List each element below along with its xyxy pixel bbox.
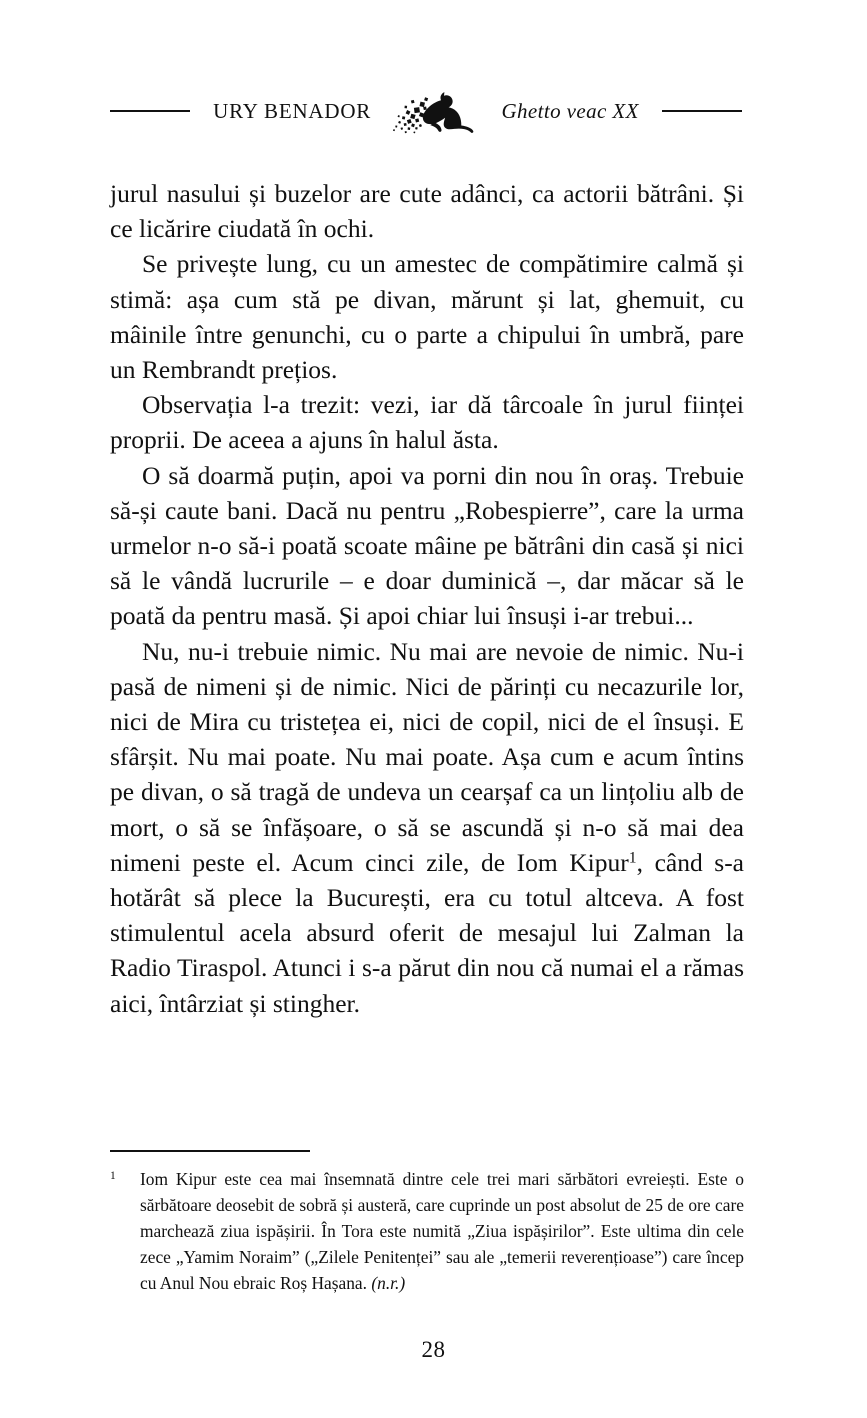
header-rule-right [662,110,742,112]
footnote-number-marker: 1 [110,1169,116,1182]
footnote-entry [110,1166,744,1296]
paragraph-text-part-one: Nu, nu-i trebuie nimic. Nu mai are nevoie de nimic. Nu-i pasă de nimeni și de nimic. Nici de părinți cu necazurile lor, nici de Mira cu tristețea ei, nici de copil, nici de el însuși. E sfârșit. Nu mai poate. Nu mai poate. Așa cum e acum întins pe divan, o să tragă de undeva un cearșaf ca un lințoliu alb de mort, o să se înfășoare, o să se ascundă și n-o să mai dea nimeni peste el. Acum cinci zile, de Iom Kipur [110,636,744,877]
page-number-folio: 28 [421,1337,446,1362]
running-head [110,88,742,134]
paragraph-with-footnote-reference [110,634,744,1021]
header-author-name: URY BENADOR [213,98,372,123]
seated-figure-silhouette-ornament [390,88,482,134]
header-book-title: Ghetto veac XX [501,98,639,123]
footnote-text: Iom Kipur este cea mai însemnată dintre cele trei mari sărbători evreiești. Este o sărbătoare deosebit de sobră și austeră, care cuprinde un post absolut de 25 de ore care marchează ziua ispășirii. În Tora este numită „Ziua ispășirilor”. Este ultima din cele zece „Yamim Noraim” („Zilele Penitenței” sau ale „temerii reverențioase”) care încep cu Anul Nou ebraic Roș Hașana. [140,1168,744,1293]
paragraph: Se privește lung, cu un amestec de compătimire calmă și stimă: așa cum stă pe divan, mărunt și lat, ghemuit, cu mâinile între genunchi, cu o parte a chipului în umbră, pare un Rembrandt prețios. [110,249,744,385]
body-text-column [110,176,744,1021]
paragraph: O să doarmă puțin, apoi va porni din nou în oraș. Trebuie să-și caute bani. Dacă nu pentru „Robespierre”, care la urma urmelor n-o să-i poată scoate mâine pe bătrâni din casă și nici să le vândă lucrurile – e doar duminică –, dar măcar să le poată da pentru masă. Și apoi chiar lui însuși i-ar trebui... [110,460,744,631]
footnote-editor-note: (n.r.) [371,1272,406,1293]
footnote-block [110,1150,744,1296]
footnote-reference-marker[interactable]: 1 [628,849,637,867]
footnote-separator-rule [110,1150,310,1152]
paragraph-continued: jurul nasului și buzelor are cute adânci, ca actorii bătrâni. Și ce licărire ciudată în ochi. [110,179,744,244]
paragraph-text-part-two: , când s-a hotărât să plece la București, era cu totul altceva. A fost stimulentul acela absurd oferit de mesajul lui Zalman la Radio Tiraspol. Atunci i s-a părut din nou că numai el a rămas aici, întârziat și stingher. [110,847,744,1018]
header-rule-left [110,110,190,112]
paragraph: Observația l-a trezit: vezi, iar dă târcoale în jurul ființei proprii. De aceea a ajuns în halul ăsta. [110,390,744,455]
